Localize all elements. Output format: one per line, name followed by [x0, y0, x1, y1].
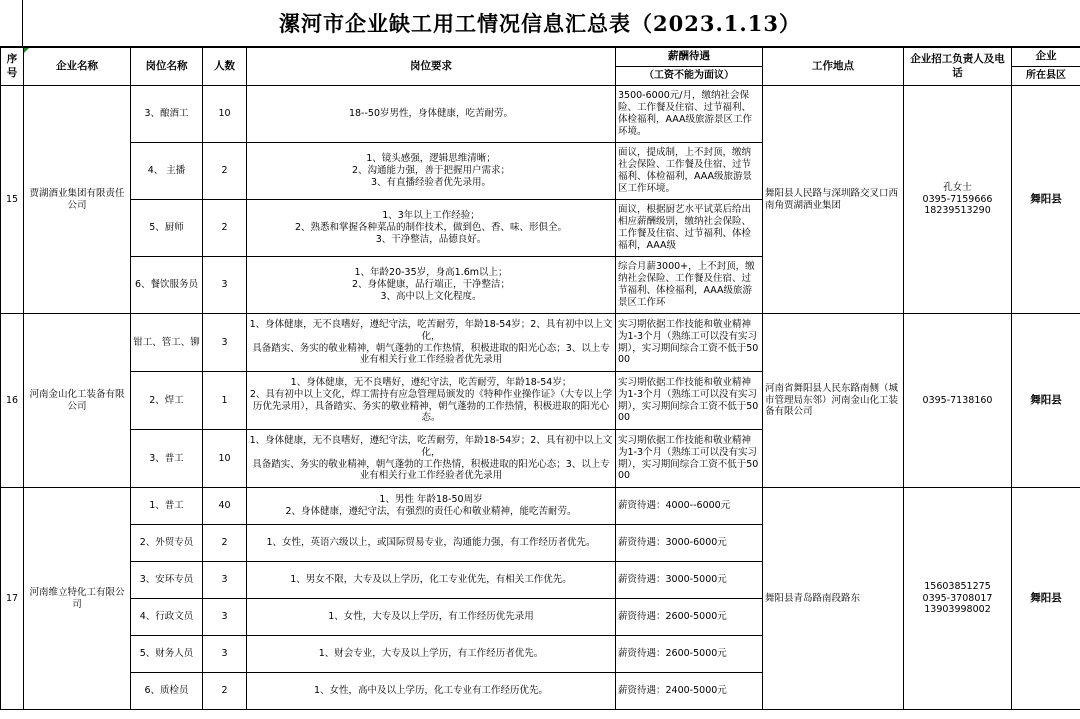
position-cell[interactable]: [131, 636, 203, 673]
requirements-cell[interactable]: [247, 562, 616, 599]
count-cell[interactable]: [203, 257, 247, 314]
seq-cell[interactable]: [1, 86, 24, 314]
county-cell[interactable]: [1012, 314, 1080, 488]
salary-cell[interactable]: [616, 430, 763, 488]
table-row: [1, 86, 1080, 143]
requirements-cell-text: 18--50岁男性，身体健康，吃苦耐劳。: [348, 108, 514, 120]
position-cell[interactable]: [131, 525, 203, 562]
county-cell[interactable]: [1012, 86, 1080, 314]
salary-cell[interactable]: [616, 86, 763, 143]
count-cell[interactable]: [203, 86, 247, 143]
position-cell-text: 5、厨师: [149, 222, 184, 234]
count-cell-text: 3: [221, 611, 228, 623]
contact-phone1: 0395-3708017: [922, 592, 993, 604]
count-cell[interactable]: [203, 430, 247, 488]
count-cell-text: 10: [218, 108, 231, 120]
position-cell-text: 5、财务人员: [139, 648, 194, 660]
salary-cell-text: 3500-6000元/月，缴纳社会保险、工作餐及住宿、过节福利、体检福利，AAA级旅游景区工作环境。: [618, 90, 753, 137]
requirements-cell-text: 1、身体健康，无不良嗜好，遵纪守法，吃苦耐劳，年龄18-54岁； 2、具有初中以上文化，焊工需持有应急管理局颁发的《特种作业操作证》（大专以上学历优先录用），具备踏实、务实的敬业精神，朝气蓬勃的工作热情，积极进取的阳光心态。: [249, 376, 613, 424]
header-county[interactable]: 所在县区: [1012, 67, 1080, 86]
header-position[interactable]: 岗位名称: [131, 48, 203, 86]
position-cell[interactable]: [131, 200, 203, 257]
location-cell[interactable]: [763, 314, 904, 488]
header-salary[interactable]: 薪酬待遇: [616, 48, 763, 67]
requirements-cell[interactable]: [247, 143, 616, 200]
count-cell[interactable]: [203, 488, 247, 525]
position-cell[interactable]: [131, 430, 203, 488]
location-cell[interactable]: [763, 86, 904, 314]
position-cell[interactable]: [131, 372, 203, 430]
salary-cell-text: 面议，提成制，上不封顶，缴纳社会保险、工作餐及住宿、过节福利、体检福利，AAA级旅游景区工作环境。: [618, 147, 753, 194]
salary-cell-text: 薪资待遇：2600-5000元: [618, 611, 727, 623]
position-cell[interactable]: [131, 562, 203, 599]
header-salary-note[interactable]: （工资不能为面议）: [616, 67, 763, 86]
position-cell[interactable]: [131, 673, 203, 710]
requirements-cell[interactable]: [247, 257, 616, 314]
header-row-1: [1, 48, 1080, 67]
contact-phone2: 18239513290: [924, 205, 991, 217]
header-company[interactable]: 企业名称: [24, 48, 131, 86]
salary-cell-text: 薪资待遇：4000--6000元: [618, 500, 731, 512]
location-cell[interactable]: [763, 488, 904, 710]
page-title: 漯河市企业缺工用工情况信息汇总表（2023.1.13）: [0, 0, 1080, 47]
company-name-cell[interactable]: [24, 314, 131, 488]
requirements-cell[interactable]: [247, 488, 616, 525]
contact-contact-name: 孔女士: [943, 181, 972, 193]
requirements-cell-text: 1、女性，高中及以上学历，化工专业有工作经历优先。: [313, 685, 549, 697]
position-cell-text: 6、质检员: [144, 685, 189, 697]
seq-cell[interactable]: [1, 488, 24, 710]
requirements-cell-text: 1、男女不限，大专及以上学历，化工专业优先，有相关工作优先。: [290, 574, 572, 586]
count-cell[interactable]: [203, 200, 247, 257]
position-cell-text: 3、酿酒工: [144, 108, 189, 120]
position-cell[interactable]: [131, 143, 203, 200]
jobs-table: [0, 47, 1080, 710]
count-cell-text: 2: [221, 685, 228, 697]
position-cell-text: 4、行政文员: [139, 611, 194, 623]
requirements-cell-text: 1、身体健康，无不良嗜好，遵纪守法，吃苦耐劳，年龄18-54岁；2、具有初中以上文化， 具备踏实、务实的敬业精神，朝气蓬勃的工作热情，积极进取的阳光心态；3、以上专业有相关行业工作经验者优先录用: [249, 434, 613, 482]
salary-cell-text: 薪资待遇：3000-6000元: [618, 537, 727, 549]
requirements-cell-text: 1、镜头感强，逻辑思维清晰； 2、沟通能力强，善于把握用户需求； 3、有直播经验者优先录用。: [351, 153, 511, 188]
table-row: [1, 488, 1080, 525]
contact-phone2: 13903998002: [924, 604, 991, 616]
requirements-cell-text: 1、女性，大专及以上学历，有工作经历优先录用: [328, 611, 534, 623]
company-name-cell-text: 河南维立特化工有限公司: [29, 586, 125, 610]
seq-cell-text: 17: [5, 592, 19, 604]
requirements-cell[interactable]: [247, 673, 616, 710]
salary-cell[interactable]: [616, 562, 763, 599]
requirements-cell[interactable]: [247, 372, 616, 430]
requirements-cell-text: 1、年龄20-35岁，身高1.6m以上； 2、身体健康，品行端正，干净整洁； 3、高中以上文化程度。: [351, 267, 511, 302]
position-cell[interactable]: [131, 488, 203, 525]
salary-cell[interactable]: [616, 314, 763, 372]
position-cell[interactable]: [131, 257, 203, 314]
requirements-cell-text: 1、3年以上工作经验； 2、熟悉和掌握各种菜品的制作技术，做到色、香、味、形俱全。 3、干净整洁，品德良好。: [294, 210, 568, 245]
county-cell-text: 舞阳县: [1030, 393, 1062, 406]
seq-cell-text: 16: [5, 394, 19, 406]
location-cell-text: 河南省舞阳县人民东路南侧（城市管理局东邻）河南金山化工装备有限公司: [765, 382, 899, 418]
requirements-cell-text: 1、身体健康，无不良嗜好，遵纪守法，吃苦耐劳，年龄18-54岁；2、具有初中以上文化， 具备踏实、务实的敬业精神，朝气蓬勃的工作热情，积极进取的阳光心态；3、以上专业有相关行业工作经验者优先录用: [249, 318, 613, 366]
requirements-cell[interactable]: [247, 200, 616, 257]
salary-cell-text: 实习期依据工作技能和敬业精神为1-3个月（熟练工可以没有实习期），实习期间综合工资不低于5000: [618, 318, 759, 366]
position-cell[interactable]: [131, 599, 203, 636]
salary-cell-text: 面议，根据厨艺水平试菜后给出相应薪酬级别，缴纳社会保险、工作餐及住宿、过节福利、体检福利，AAA级: [618, 204, 752, 251]
count-cell-text: 3: [221, 574, 228, 586]
company-name-cell[interactable]: [24, 86, 131, 314]
count-cell[interactable]: [203, 525, 247, 562]
count-cell-text: 3: [221, 279, 228, 291]
header-county-top[interactable]: 企业: [1012, 48, 1080, 67]
salary-cell[interactable]: [616, 372, 763, 430]
salary-cell-text: 综合月薪3000+，上不封顶，缴纳社会保险、工作餐及住宿、过节福利、体检福利，AAA级旅游景区工作环: [618, 261, 755, 308]
requirements-cell-text: 1、女性，英语六级以上，或国际贸易专业，沟通能力强，有工作经历者优先。: [266, 537, 596, 549]
salary-cell-text: 薪资待遇：2600-5000元: [618, 648, 727, 660]
salary-cell[interactable]: [616, 673, 763, 710]
count-cell[interactable]: [203, 314, 247, 372]
count-cell-text: 3: [221, 648, 228, 660]
header-requirements[interactable]: 岗位要求: [247, 48, 616, 86]
county-cell[interactable]: [1012, 488, 1080, 710]
salary-cell[interactable]: [616, 636, 763, 673]
salary-cell-text: 薪资待遇：2400-5000元: [618, 685, 727, 697]
company-name-cell[interactable]: [24, 488, 131, 710]
position-cell-text: 4、 主播: [147, 165, 186, 177]
requirements-cell[interactable]: [247, 599, 616, 636]
salary-cell[interactable]: [616, 599, 763, 636]
contact-phone1: 0395-7159666: [922, 193, 993, 205]
contact-contact-name: 15603851275: [924, 580, 991, 592]
salary-cell-text: 实习期依据工作技能和敬业精神为1-3个月（熟练工可以没有实习期），实习期间综合工资不低于5000: [618, 376, 759, 424]
position-cell[interactable]: [131, 86, 203, 143]
header-contact[interactable]: 企业招工负责人及电话: [904, 48, 1012, 86]
requirements-cell[interactable]: [247, 430, 616, 488]
count-cell[interactable]: [203, 673, 247, 710]
count-cell[interactable]: [203, 562, 247, 599]
count-cell-text: 2: [221, 537, 228, 549]
position-cell-text: 2、外贸专员: [139, 537, 194, 549]
table-row: [1, 314, 1080, 372]
requirements-cell[interactable]: [247, 636, 616, 673]
count-cell[interactable]: [203, 372, 247, 430]
count-cell[interactable]: [203, 636, 247, 673]
count-cell-text: 2: [221, 222, 228, 234]
requirements-cell[interactable]: [247, 525, 616, 562]
count-cell[interactable]: [203, 599, 247, 636]
count-cell-text: 40: [218, 500, 231, 512]
county-cell-text: 舞阳县: [1030, 591, 1062, 604]
header-count[interactable]: 人数: [203, 48, 247, 86]
position-cell[interactable]: [131, 314, 203, 372]
contact-cell[interactable]: [904, 488, 1012, 710]
contact-cell[interactable]: [904, 86, 1012, 314]
requirements-cell[interactable]: [247, 314, 616, 372]
count-cell-text: 3: [221, 336, 228, 348]
header-seq[interactable]: 序号: [1, 48, 24, 86]
position-cell-text: 3、普工: [149, 452, 184, 464]
count-cell-text: 2: [221, 165, 228, 177]
position-cell-text: 2、焊工: [149, 394, 184, 406]
salary-cell-text: 薪资待遇：3000-5000元: [618, 574, 727, 586]
contact-phone1: 0395-7138160: [922, 394, 993, 406]
location-cell-text: 舞阳县人民路与深圳路交叉口西南角贾湖酒业集团: [765, 187, 899, 211]
salary-cell-text: 实习期依据工作技能和敬业精神为1-3个月（熟练工可以没有实习期），实习期间综合工资不低于5000: [618, 434, 759, 482]
requirements-cell[interactable]: [247, 86, 616, 143]
position-cell-text: 1、普工: [149, 500, 184, 512]
count-cell[interactable]: [203, 143, 247, 200]
seq-cell[interactable]: [1, 314, 24, 488]
salary-cell[interactable]: [616, 143, 763, 200]
company-name-cell-text: 河南金山化工装备有限公司: [29, 388, 125, 412]
contact-cell[interactable]: [904, 314, 1012, 488]
count-cell-text: 10: [218, 452, 231, 464]
requirements-cell-text: 1、男性 年龄18-50周岁 2、身体健康，遵纪守法，有强烈的责任心和敬业精神，能吃苦耐劳。: [285, 494, 577, 517]
header-location[interactable]: 工作地点: [763, 48, 904, 86]
position-cell-text: 钳工、管工、铆: [133, 336, 200, 348]
count-cell-text: 1: [221, 394, 228, 406]
salary-cell[interactable]: [616, 525, 763, 562]
seq-cell-text: 15: [5, 193, 19, 205]
salary-cell[interactable]: [616, 257, 763, 314]
company-name-cell-text: 贾湖酒业集团有限责任公司: [29, 187, 125, 211]
position-cell-text: 3、安环专员: [139, 574, 194, 586]
position-cell-text: 6、餐饮服务员: [134, 279, 199, 291]
county-cell-text: 舞阳县: [1030, 192, 1062, 205]
salary-cell[interactable]: [616, 488, 763, 525]
location-cell-text: 舞阳县青岛路南段路东: [765, 592, 861, 604]
requirements-cell-text: 1、财会专业，大专及以上学历，有工作经历者优先。: [318, 648, 544, 660]
salary-cell[interactable]: [616, 200, 763, 257]
